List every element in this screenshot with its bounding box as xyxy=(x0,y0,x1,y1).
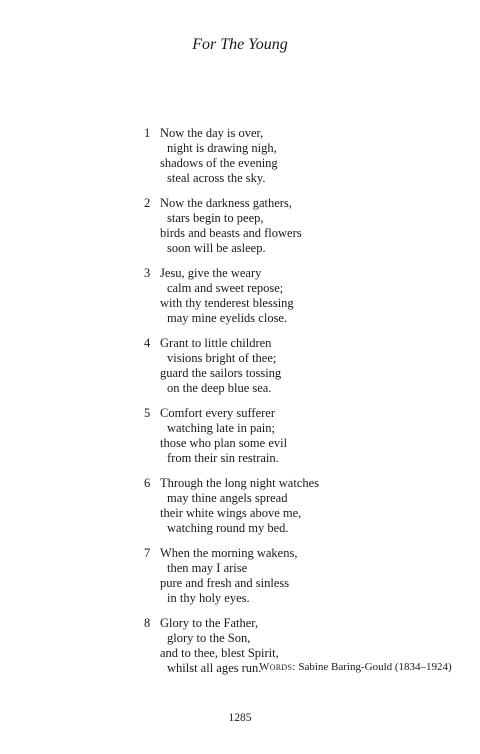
verse xyxy=(144,406,319,466)
verse-line: steal across the sky. xyxy=(167,171,266,185)
verse xyxy=(144,266,319,326)
verse-line: When the morning wakens, xyxy=(160,546,298,560)
verse-number: 6 xyxy=(144,476,151,490)
verse-line: their white wings above me, xyxy=(160,506,302,520)
verse-line: stars begin to peep, xyxy=(167,211,264,225)
verse-line: pure and fresh and sinless xyxy=(160,576,290,590)
credit-label: Words: xyxy=(259,661,296,673)
verse-line: Grant to little children xyxy=(160,336,272,350)
verse xyxy=(144,336,319,396)
credit-text: Sabine Baring-Gould (1834–1924) xyxy=(298,661,452,673)
verse-line: in thy holy eyes. xyxy=(167,591,250,605)
verse-line: then may I arise xyxy=(167,561,248,575)
verse-number: 8 xyxy=(144,616,151,630)
verse xyxy=(144,546,319,606)
verse-line: on the deep blue sea. xyxy=(167,381,272,395)
verse-lines xyxy=(160,476,319,536)
verse-line: guard the sailors tossing xyxy=(160,366,282,380)
verse-number: 7 xyxy=(144,546,151,560)
verses xyxy=(144,126,319,686)
verse-lines xyxy=(160,266,294,326)
page-number: 1285 xyxy=(228,712,252,724)
verse xyxy=(144,126,319,186)
verse-number: 3 xyxy=(144,266,151,280)
verse-line: watching round my bed. xyxy=(167,521,289,535)
verse-line: night is drawing nigh, xyxy=(167,141,277,155)
verse xyxy=(144,476,319,536)
verse-line: may thine angels spread xyxy=(167,491,288,505)
verse-line: Comfort every sufferer xyxy=(160,406,276,420)
verse-lines xyxy=(160,546,297,606)
verse-line: whilst all ages run. xyxy=(167,661,262,675)
verse-line: with thy tenderest blessing xyxy=(160,296,294,310)
verse-line: glory to the Son, xyxy=(167,631,251,645)
verse-line: Through the long night watches xyxy=(160,476,319,490)
verse-number: 5 xyxy=(144,406,151,420)
verse-number: 4 xyxy=(144,336,151,350)
verse-line: from their sin restrain. xyxy=(167,451,279,465)
verse-number: 1 xyxy=(144,126,151,140)
verse xyxy=(144,196,319,256)
verse-line: watching late in pain; xyxy=(167,421,275,435)
verse-line: calm and sweet repose; xyxy=(167,281,284,295)
verse-line: and to thee, blest Spirit, xyxy=(160,646,279,660)
verse-line: Glory to the Father, xyxy=(160,616,259,630)
verse-line: may mine eyelids close. xyxy=(167,311,288,325)
verse-number: 2 xyxy=(144,196,151,210)
verse-line: Now the day is over, xyxy=(160,126,264,140)
verse-line: shadows of the evening xyxy=(160,156,278,170)
verse-line: soon will be asleep. xyxy=(167,241,266,255)
verse-lines xyxy=(160,196,302,256)
verse-line: Jesu, give the weary xyxy=(160,266,262,280)
verse-lines xyxy=(160,406,287,466)
words-credit xyxy=(259,661,452,673)
verse-line: visions bright of thee; xyxy=(167,351,277,365)
verse-lines xyxy=(160,336,281,396)
verse-line: Now the darkness gathers, xyxy=(160,196,292,210)
hymn-title: For The Young xyxy=(192,36,288,53)
verse-line: birds and beasts and flowers xyxy=(160,226,302,240)
verse-lines xyxy=(160,126,278,186)
verse-line: those who plan some evil xyxy=(160,436,288,450)
